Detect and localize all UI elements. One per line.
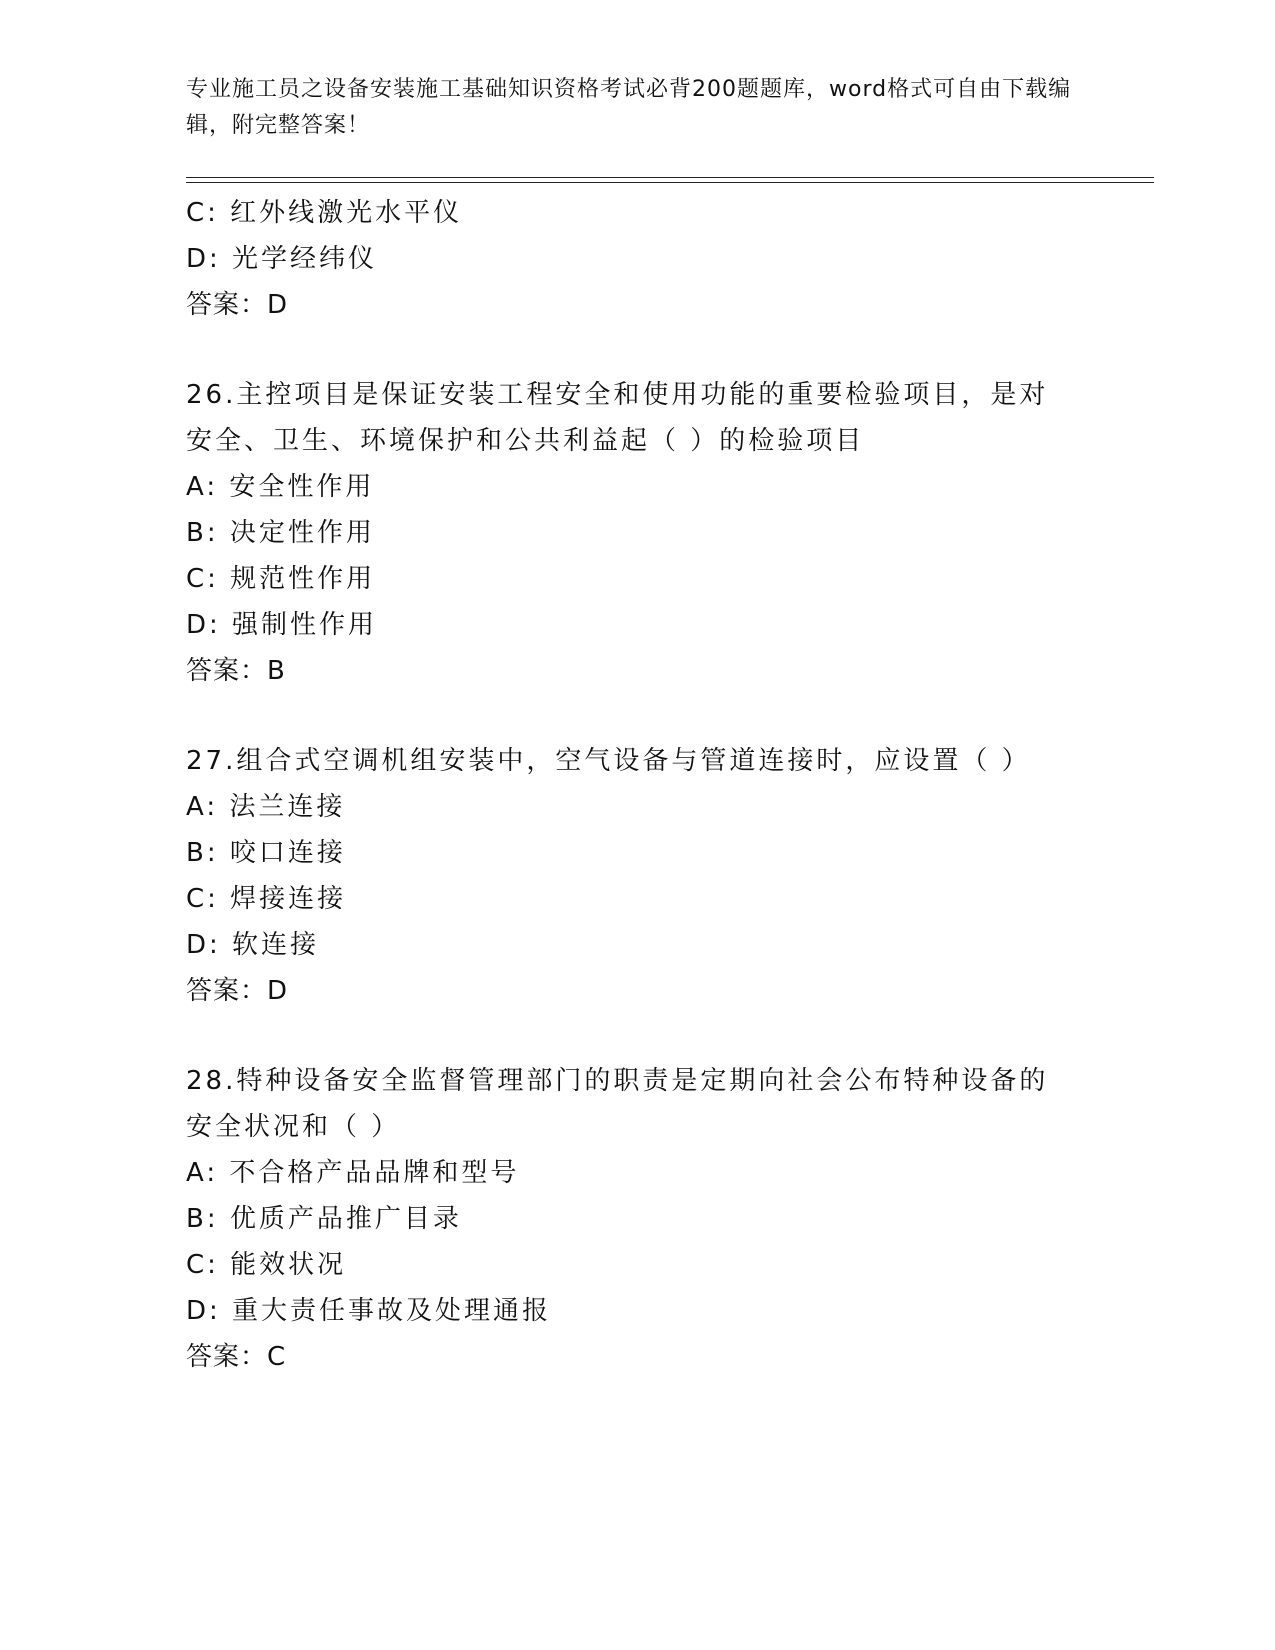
question-continued — [186, 190, 1086, 328]
document-body — [186, 190, 1086, 1380]
question-28 — [186, 1058, 1086, 1380]
answer: 答案：D — [186, 976, 289, 1006]
header-divider-bottom — [186, 182, 1154, 183]
option-b: B: 决定性作用 — [186, 518, 375, 548]
document-header — [186, 72, 1086, 144]
question-26 — [186, 372, 1086, 694]
option-c: C: 焊接连接 — [186, 884, 347, 914]
option-d: D: 强制性作用 — [186, 610, 378, 640]
option-b: B: 咬口连接 — [186, 838, 346, 868]
question-27 — [186, 738, 1086, 1014]
option-c: C: 红外线激光水平仪 — [186, 198, 463, 228]
option-b: B: 优质产品推广目录 — [186, 1204, 462, 1234]
option-a: A: 安全性作用 — [186, 472, 375, 502]
answer: 答案：D — [186, 290, 289, 320]
option-a: A: 法兰连接 — [186, 792, 346, 822]
answer: 答案：B — [186, 656, 286, 686]
header-title: 专业施工员之设备安装施工基础知识资格考试必背200题题库，word格式可自由下载编辑，附完整答案！ — [186, 77, 1072, 138]
question-stem: 26.主控项目是保证安装工程安全和使用功能的重要检验项目，是对安全、卫生、环境保护和公共利益起（ ）的检验项目 — [186, 380, 1049, 456]
option-d: D: 光学经纬仪 — [186, 244, 378, 274]
option-c: C: 规范性作用 — [186, 564, 376, 594]
answer: 答案：C — [186, 1342, 287, 1372]
option-a: A: 不合格产品品牌和型号 — [186, 1158, 520, 1188]
question-stem: 28.特种设备安全监督管理部门的职责是定期向社会公布特种设备的安全状况和（ ） — [186, 1066, 1049, 1142]
option-c: C: 能效状况 — [186, 1250, 347, 1280]
option-d: D: 重大责任事故及处理通报 — [186, 1296, 552, 1326]
question-stem: 27.组合式空调机组安装中，空气设备与管道连接时，应设置（ ） — [186, 746, 1031, 776]
header-divider-top — [186, 177, 1154, 178]
option-d: D: 软连接 — [186, 930, 320, 960]
